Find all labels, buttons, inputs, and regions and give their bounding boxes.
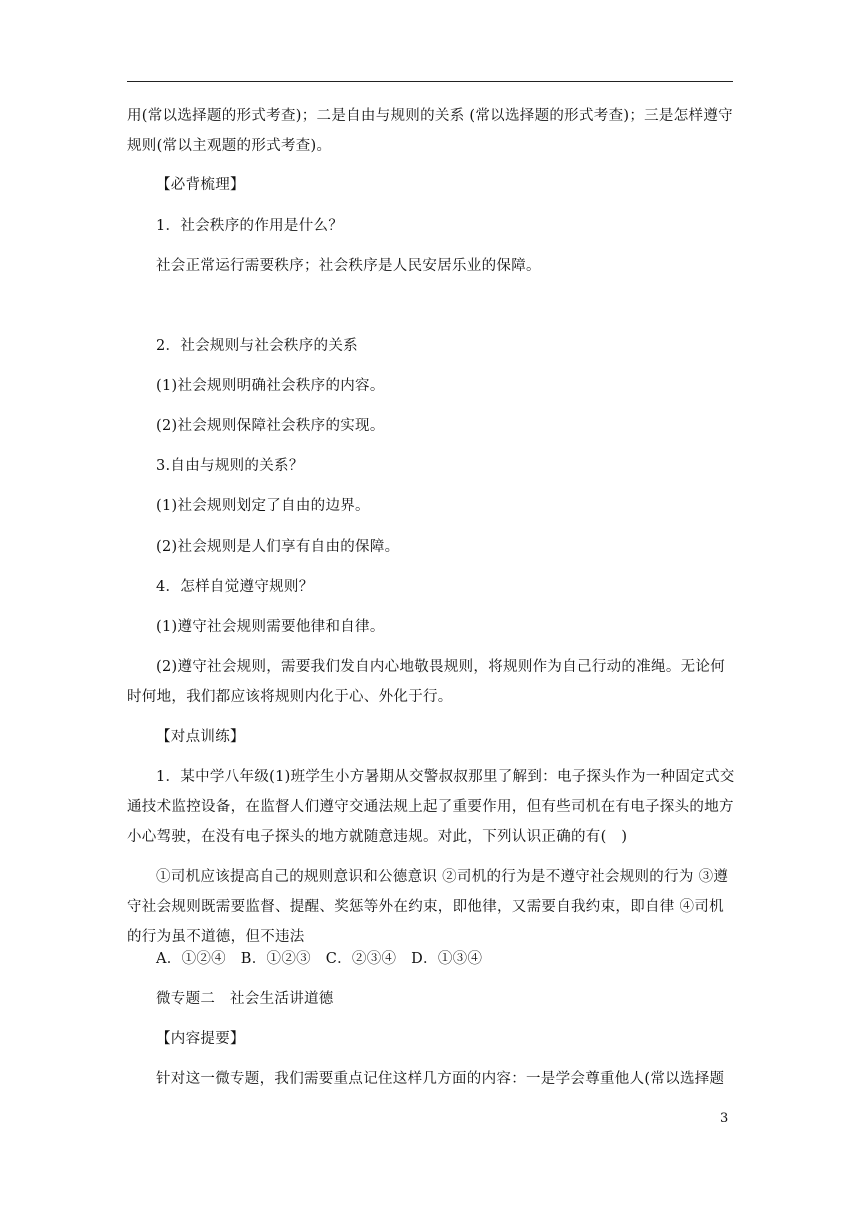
answer-4-item-2: (2)遵守社会规则，需要我们发自内心地敬畏规则，将规则作为自己行动的准绳。无论何时何地，我们都应该将规则内化于心、外化于行。 bbox=[127, 659, 726, 705]
practice-options: A．①②④ B．①②③ C．②③④ D．①③④ bbox=[156, 951, 483, 967]
summary-paragraph: 针对这一微专题，我们需要重点记住这样几方面的内容：一是学会尊重他人(常以选择题 bbox=[156, 1071, 725, 1087]
section-heading-summary: 【内容提要】 bbox=[156, 1031, 245, 1047]
practice-question-1: 1．某中学八年级(1)班学生小方暑期从交警叔叔那里了解到：电子探头作为一种固定式交通技术监控设备，在监督人们遵守交通法规上起了重要作用，但有些司机在有电子探头的地方小心驾驶，在没有电子探头的地方就随意违规。对此，下列认识正确的有( ) bbox=[127, 769, 735, 845]
practice-statements: ①司机应该提高自己的规则意识和公德意识 ②司机的行为是不遵守社会规则的行为 ③遵守社会规则既需要监督、提醒、奖惩等外在约束，即他律，又需要自我约束，即自律 ④司机的行为虽不道德，但不违法 bbox=[127, 869, 729, 945]
section-heading-practice: 【对点训练】 bbox=[156, 729, 245, 745]
question-2-heading: 2．社会规则与社会秩序的关系 bbox=[156, 338, 358, 354]
answer-2-item-2: (2)社会规则保障社会秩序的实现。 bbox=[156, 418, 385, 434]
answer-3-item-1: (1)社会规则划定了自由的边界。 bbox=[156, 498, 370, 514]
answer-4-item-1: (1)遵守社会规则需要他律和自律。 bbox=[156, 619, 385, 635]
header-rule bbox=[127, 81, 733, 82]
question-4-heading: 4．怎样自觉遵守规则？ bbox=[156, 579, 314, 595]
page-number: 3 bbox=[720, 1111, 729, 1126]
answer-3-item-2: (2)社会规则是人们享有自由的保障。 bbox=[156, 539, 400, 555]
answer-2-item-1: (1)社会规则明确社会秩序的内容。 bbox=[156, 378, 385, 394]
answer-1: 社会正常运行需要秩序；社会秩序是人民安居乐业的保障。 bbox=[156, 258, 541, 274]
question-3-heading: 3.自由与规则的关系？ bbox=[156, 458, 304, 474]
section-heading-memorize: 【必背梳理】 bbox=[156, 177, 245, 193]
continued-paragraph: 用(常以选择题的形式考查)；二是自由与规则的关系 (常以选择题的形式考查)；三是怎样遵守规则(常以主观题的形式考查)。 bbox=[127, 108, 733, 154]
micro-topic-2-title: 微专题二 社会生活讲道德 bbox=[156, 991, 334, 1007]
question-1-heading: 1．社会秩序的作用是什么？ bbox=[156, 218, 344, 234]
